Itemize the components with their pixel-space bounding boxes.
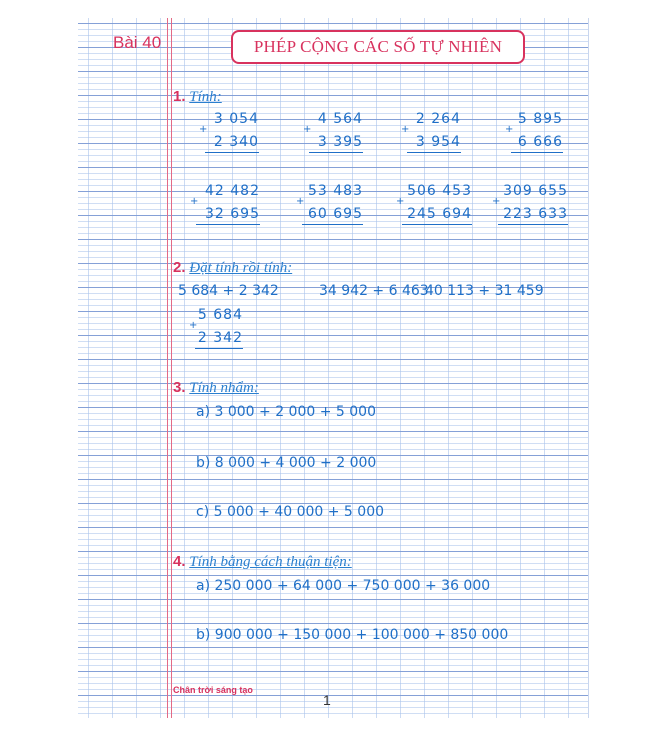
plus-sign: +: [199, 124, 208, 135]
sum-line: [407, 152, 461, 153]
plus-sign: +: [303, 124, 312, 135]
vertical-sum-2: [303, 111, 363, 155]
vertical-sum-8: [492, 183, 568, 227]
addend-bottom: 6 666: [517, 134, 563, 150]
exercise-2-item-3: 40 113 + 31 459: [425, 283, 544, 299]
plus-sign: +: [296, 196, 305, 207]
page-title: PHÉP CỘNG CÁC SỐ TỰ NHIÊN: [231, 30, 525, 64]
section-2-heading: [173, 259, 292, 277]
plus-sign: +: [505, 124, 514, 135]
vertical-sum-4: [505, 111, 563, 155]
exercise-2-item-2: 34 942 + 6 463: [319, 283, 429, 299]
plus-sign: +: [401, 124, 410, 135]
exercise-3a: a) 3 000 + 2 000 + 5 000: [196, 404, 376, 420]
vertical-sum-7: [396, 183, 472, 227]
publisher-brand: Chân trời sáng tạo: [173, 685, 253, 695]
plus-sign: +: [189, 320, 198, 331]
plus-sign: +: [492, 196, 501, 207]
section-1-label: Tính:: [189, 89, 222, 105]
section-2-number: 2.: [173, 259, 186, 276]
section-4-label: Tính bằng cách thuận tiện:: [189, 554, 352, 570]
addend-bottom: 3 954: [415, 134, 461, 150]
section-1-number: 1.: [173, 88, 186, 105]
exercise-3c: c) 5 000 + 40 000 + 5 000: [196, 504, 385, 520]
exercise-4a: a) 250 000 + 64 000 + 750 000 + 36 000: [196, 578, 491, 594]
section-3-heading: [173, 379, 259, 397]
page-number: 1: [323, 692, 331, 708]
vertical-sum-5: [190, 183, 260, 227]
section-3-number: 3.: [173, 379, 186, 396]
addend-top: 5 684: [197, 307, 243, 323]
section-2-label: Đặt tính rồi tính:: [189, 260, 293, 276]
margin-line: [167, 18, 172, 718]
addend-bottom: 2 340: [213, 134, 259, 150]
addend-top: 4 564: [317, 111, 363, 127]
addend-bottom: 60 695: [308, 206, 363, 222]
addend-bottom: 32 695: [205, 206, 260, 222]
addend-top: 309 655: [503, 183, 568, 199]
exercise-4b: b) 900 000 + 150 000 + 100 000 + 850 000: [196, 627, 509, 643]
sum-line: [302, 224, 363, 225]
addend-bottom: 2 342: [197, 330, 243, 346]
sum-line: [195, 348, 243, 349]
plus-sign: +: [190, 196, 199, 207]
vertical-sum-1: [199, 111, 259, 155]
addend-bottom: 245 694: [407, 206, 472, 222]
addend-top: 42 482: [205, 183, 260, 199]
sum-line: [196, 224, 260, 225]
vertical-sum-6: [296, 183, 363, 227]
addend-bottom: 223 633: [503, 206, 568, 222]
addend-top: 3 054: [213, 111, 259, 127]
addend-top: 506 453: [407, 183, 472, 199]
sum-line: [205, 152, 259, 153]
sum-line: [402, 224, 472, 225]
exercise-2-example: [189, 307, 243, 351]
sum-line: [498, 224, 568, 225]
lesson-number: Bài 40: [113, 33, 162, 52]
addend-top: 5 895: [517, 111, 563, 127]
sum-line: [511, 152, 563, 153]
addend-top: 53 483: [308, 183, 363, 199]
vertical-sum-3: [401, 111, 461, 155]
section-4-heading: [173, 553, 352, 571]
plus-sign: +: [396, 196, 405, 207]
section-3-label: Tính nhẩm:: [189, 380, 259, 396]
addend-bottom: 3 395: [317, 134, 363, 150]
section-1-heading: [173, 88, 222, 106]
exercise-2-item-1: 5 684 + 2 342: [178, 283, 279, 299]
addend-top: 2 264: [415, 111, 461, 127]
exercise-3b: b) 8 000 + 4 000 + 2 000: [196, 455, 377, 471]
sum-line: [309, 152, 363, 153]
section-4-number: 4.: [173, 553, 186, 570]
